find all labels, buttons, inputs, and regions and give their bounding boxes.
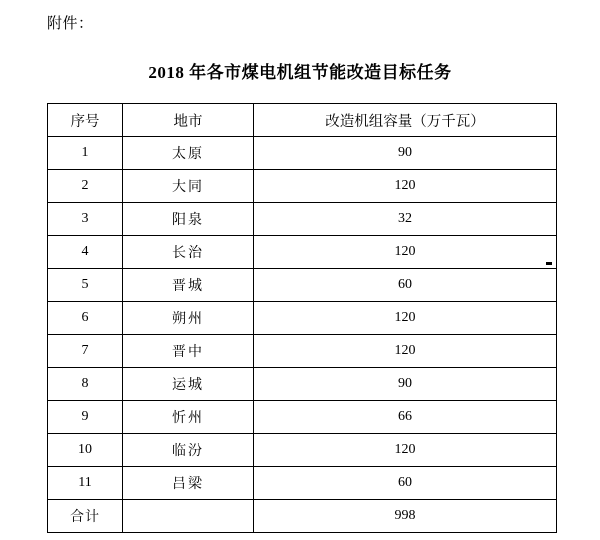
cell-capacity: 90	[254, 137, 557, 170]
table-row	[48, 203, 557, 236]
data-table	[47, 103, 557, 533]
page-title: 2018 年各市煤电机组节能改造目标任务	[148, 63, 452, 82]
column-header-city: 地市	[123, 104, 254, 137]
cell-city: 晋城	[123, 269, 254, 302]
table-row	[48, 401, 557, 434]
table-row	[48, 335, 557, 368]
cell-city: 阳泉	[123, 203, 254, 236]
cell-capacity: 120	[254, 434, 557, 467]
table-row	[48, 236, 557, 269]
cell-capacity: 120	[254, 236, 557, 269]
cell-total-label: 合计	[48, 500, 123, 533]
cell-capacity: 120	[254, 170, 557, 203]
cell-capacity: 120	[254, 335, 557, 368]
cell-capacity: 90	[254, 368, 557, 401]
cell-city: 大同	[123, 170, 254, 203]
cell-index: 3	[48, 203, 123, 236]
table-header-row	[48, 104, 557, 137]
table-row	[48, 467, 557, 500]
cell-city: 晋中	[123, 335, 254, 368]
table-body	[48, 137, 557, 533]
cell-index: 5	[48, 269, 123, 302]
cell-index: 4	[48, 236, 123, 269]
column-header-index: 序号	[48, 104, 123, 137]
table-total-row	[48, 500, 557, 533]
cell-capacity: 120	[254, 302, 557, 335]
cell-capacity: 32	[254, 203, 557, 236]
table-row	[48, 302, 557, 335]
cell-index: 11	[48, 467, 123, 500]
page-edge-mark	[546, 262, 552, 265]
column-header-capacity: 改造机组容量（万千瓦）	[254, 104, 557, 137]
cell-city: 太原	[123, 137, 254, 170]
table-row	[48, 269, 557, 302]
cell-city: 忻州	[123, 401, 254, 434]
cell-capacity: 66	[254, 401, 557, 434]
target-task-table	[47, 103, 553, 533]
table-row	[48, 170, 557, 203]
cell-index: 9	[48, 401, 123, 434]
attachment-label: 附件：	[47, 16, 94, 32]
cell-city: 运城	[123, 368, 254, 401]
cell-index: 7	[48, 335, 123, 368]
table-row	[48, 137, 557, 170]
table-header	[48, 104, 557, 137]
cell-city: 临汾	[123, 434, 254, 467]
cell-index: 10	[48, 434, 123, 467]
cell-capacity: 60	[254, 467, 557, 500]
table-row	[48, 434, 557, 467]
cell-city: 吕梁	[123, 467, 254, 500]
cell-city: 朔州	[123, 302, 254, 335]
cell-total-capacity: 998	[254, 500, 557, 533]
cell-index: 2	[48, 170, 123, 203]
cell-index: 6	[48, 302, 123, 335]
cell-city: 长治	[123, 236, 254, 269]
cell-index: 1	[48, 137, 123, 170]
cell-total-city	[123, 500, 254, 533]
table-row	[48, 368, 557, 401]
cell-index: 8	[48, 368, 123, 401]
cell-capacity: 60	[254, 269, 557, 302]
